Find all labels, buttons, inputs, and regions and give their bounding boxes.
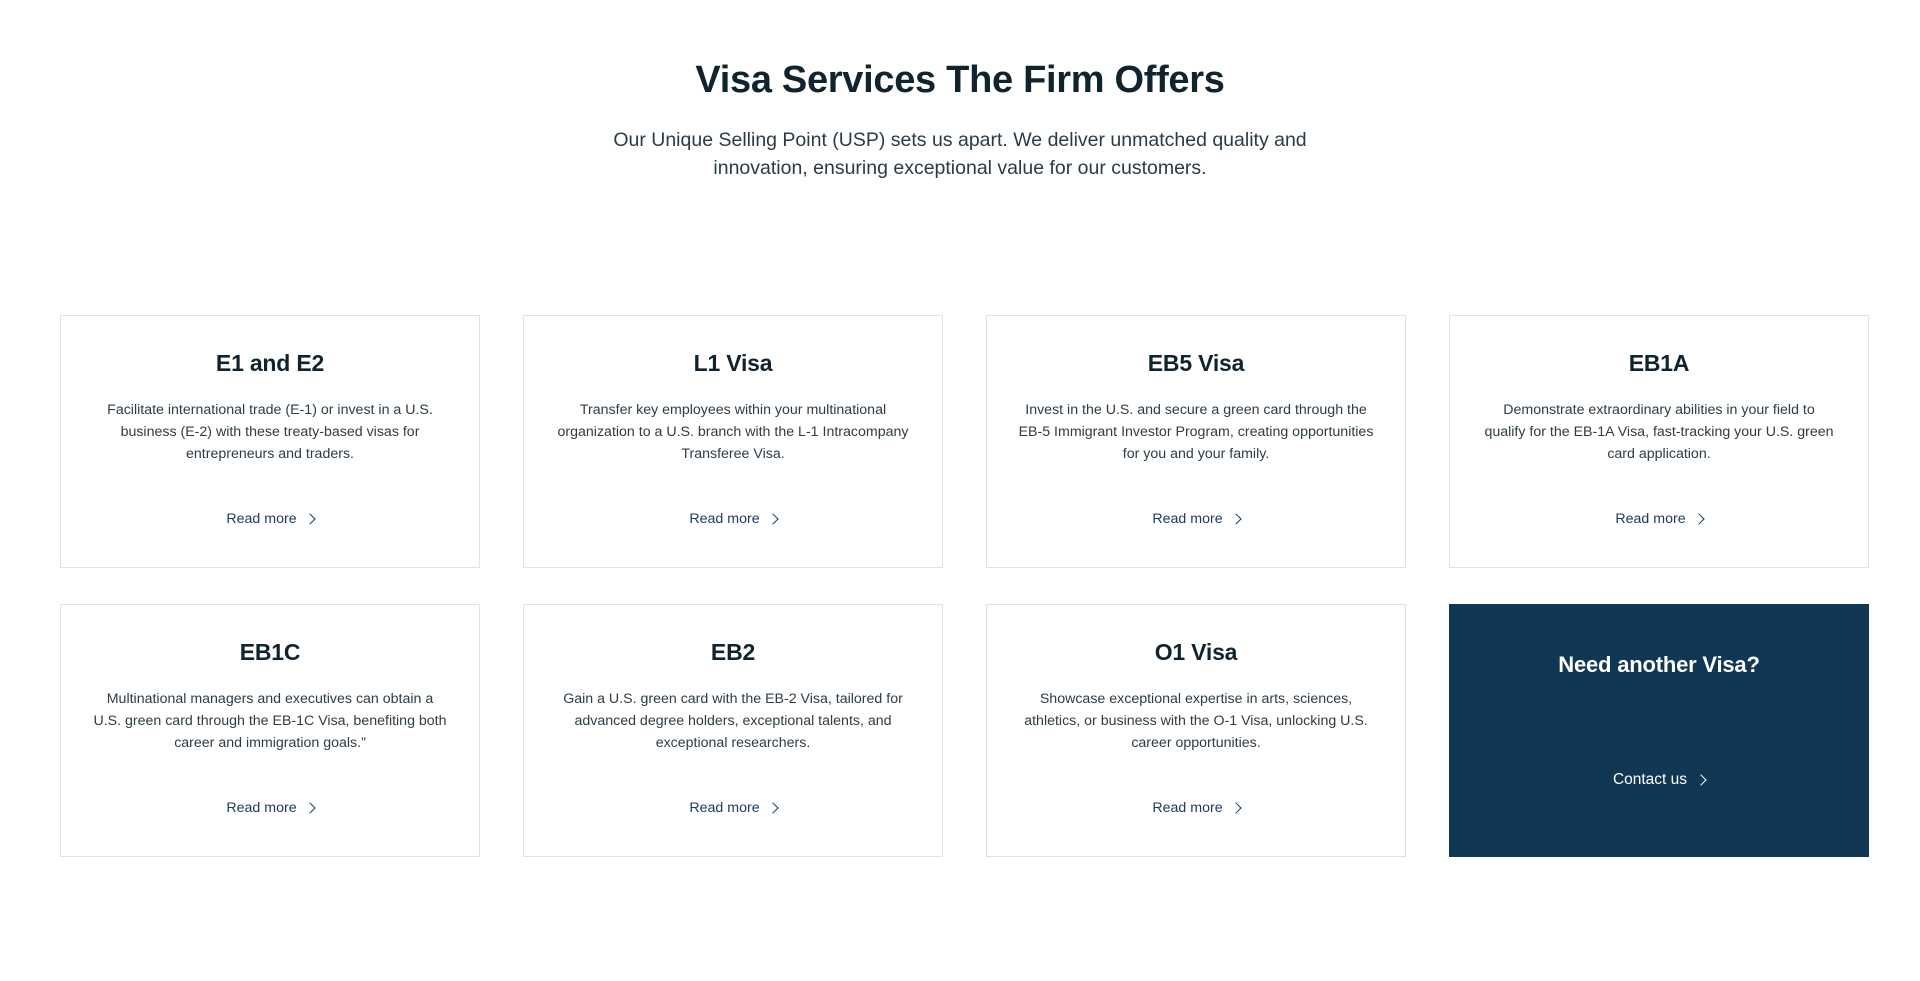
visa-card-eb1c[interactable] <box>60 604 480 857</box>
card-description: Transfer key employees within your multinational organization to a U.S. branch with the L-1 Intracompany Transferee Visa. <box>557 402 909 462</box>
visa-card-grid <box>60 315 1860 857</box>
visa-card-eb1a[interactable] <box>1449 315 1869 568</box>
card-description: Demonstrate extraordinary abilities in your field to qualify for the EB-1A Visa, fast-tracking your U.S. green card application. <box>1484 402 1834 462</box>
visa-card-e1-e2[interactable] <box>60 315 480 568</box>
card-title: EB2 <box>710 639 756 665</box>
chevron-right-icon <box>1230 513 1241 524</box>
chevron-right-icon <box>1230 802 1241 813</box>
read-more-link[interactable] <box>689 511 776 527</box>
cta-title: Need another Visa? <box>1558 652 1760 677</box>
chevron-right-icon <box>767 513 778 524</box>
read-more-label: Read more <box>226 511 297 527</box>
chevron-right-icon <box>767 802 778 813</box>
visa-card-o1[interactable] <box>986 604 1406 857</box>
card-title: L1 Visa <box>693 350 773 376</box>
section-header <box>0 0 1920 182</box>
read-more-label: Read more <box>689 511 760 527</box>
card-description: Showcase exceptional expertise in arts, sciences, athletics, or business with the O-1 Visa, unlocking U.S. career opportunities. <box>1024 691 1368 751</box>
read-more-link[interactable] <box>1152 511 1239 527</box>
contact-us-link[interactable] <box>1613 771 1705 789</box>
section-subtitle: Our Unique Selling Point (USP) sets us apart. We deliver unmatched quality and innovation, ensuring exceptional value for our customers. <box>613 128 1307 179</box>
read-more-link[interactable] <box>1152 800 1239 816</box>
read-more-label: Read more <box>1152 800 1223 816</box>
read-more-link[interactable] <box>689 800 776 816</box>
card-title: EB5 Visa <box>1147 350 1245 376</box>
read-more-label: Read more <box>1152 511 1223 527</box>
chevron-right-icon <box>304 802 315 813</box>
read-more-link[interactable] <box>1615 511 1702 527</box>
card-description: Invest in the U.S. and secure a green card through the EB-5 Immigrant Investor Program, creating opportunities for you and your family. <box>1018 402 1374 462</box>
need-another-visa-card[interactable] <box>1449 604 1869 857</box>
read-more-label: Read more <box>689 800 760 816</box>
card-title: O1 Visa <box>1154 639 1238 665</box>
contact-us-label: Contact us <box>1612 771 1688 788</box>
visa-card-eb5[interactable] <box>986 315 1406 568</box>
card-title: EB1C <box>239 639 301 665</box>
card-description: Facilitate international trade (E-1) or invest in a U.S. business (E-2) with these treaty-based visas for entrepreneurs and traders. <box>107 402 433 462</box>
chevron-right-icon <box>1695 774 1706 785</box>
visa-card-l1[interactable] <box>523 315 943 568</box>
card-description: Gain a U.S. green card with the EB-2 Visa, tailored for advanced degree holders, exceptional talents, and exceptional researchers. <box>563 691 903 751</box>
chevron-right-icon <box>1693 513 1704 524</box>
card-description: Multinational managers and executives can obtain a U.S. green card through the EB-1C Visa, benefiting both career and immigration goals.” <box>93 691 447 751</box>
read-more-label: Read more <box>1615 511 1686 527</box>
card-title: EB1A <box>1628 350 1690 376</box>
visa-card-eb2[interactable] <box>523 604 943 857</box>
read-more-link[interactable] <box>226 800 313 816</box>
read-more-label: Read more <box>226 800 297 816</box>
chevron-right-icon <box>304 513 315 524</box>
page-title: Visa Services The Firm Offers <box>695 59 1225 101</box>
read-more-link[interactable] <box>226 511 313 527</box>
card-title: E1 and E2 <box>215 350 325 376</box>
